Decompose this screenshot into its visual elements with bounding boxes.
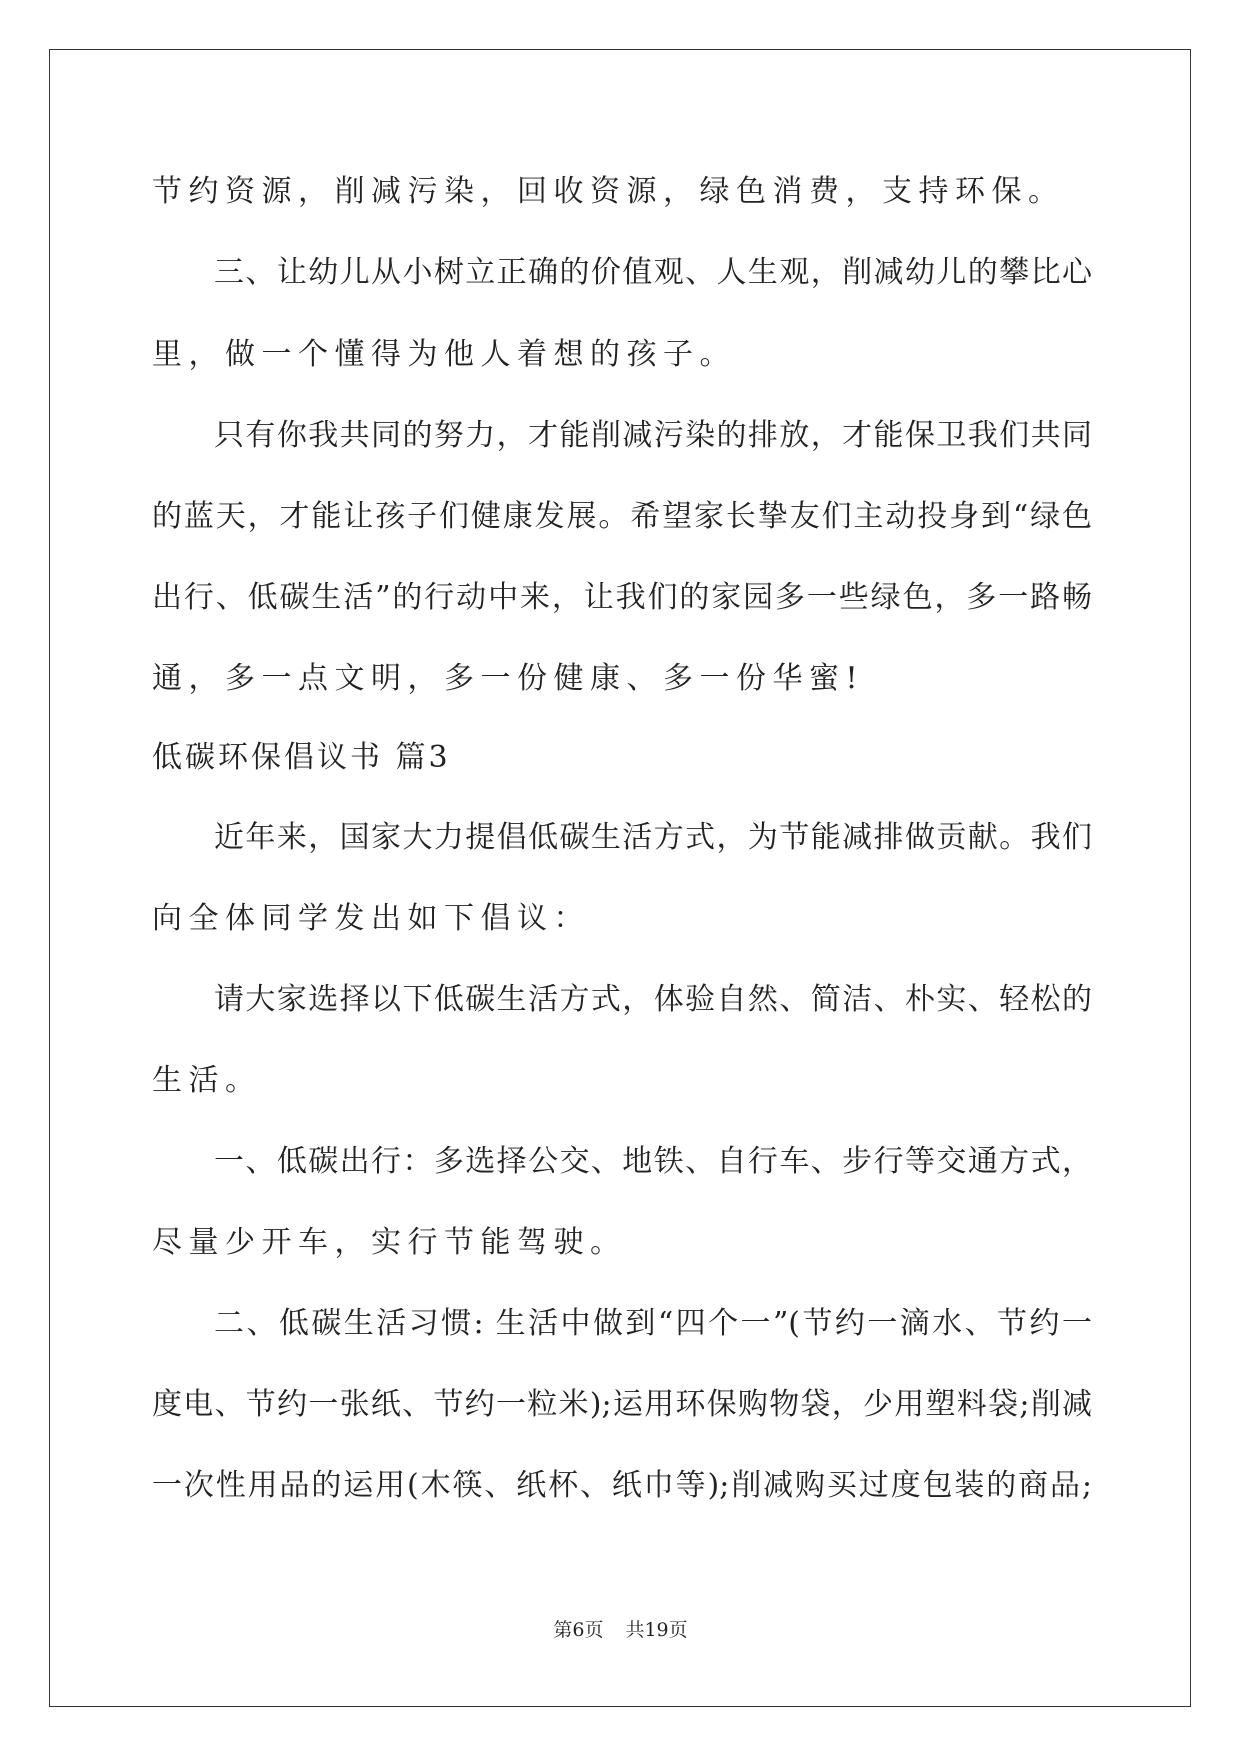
- paragraph-line: 生活。: [152, 1063, 262, 1098]
- paragraph-line: 只有你我共同的努力，才能削减污染的排放，才能保卫我们共同: [214, 418, 1092, 453]
- paragraph-line: 里，做一个懂得为他人着想的孩子。: [152, 337, 736, 372]
- paragraph-line: 二、低碳生活习惯: 生活中做到“四个一”(节约一滴水、节约一: [214, 1306, 1092, 1341]
- paragraph-line: 请大家选择以下低碳生活方式，体验自然、简洁、朴实、轻松的: [214, 982, 1092, 1017]
- paragraph-line: 度电、节约一张纸、节约一粒米);运用环保购物袋，少用塑料袋;削减: [152, 1387, 1092, 1422]
- page-border: [49, 49, 1191, 1707]
- paragraph-line: 尽量少开车，实行节能驾驶。: [152, 1225, 627, 1260]
- paragraph-line: 通，多一点文明，多一份健康、多一份华蜜!: [152, 661, 865, 696]
- paragraph-line: 一、低碳出行：多选择公交、地铁、自行车、步行等交通方式，: [214, 1144, 1092, 1179]
- paragraph-line: 一次性用品的运用(木筷、纸杯、纸巾等);削减购买过度包装的商品;: [152, 1468, 1092, 1503]
- paragraph-line: 出行、低碳生活”的行动中来，让我们的家园多一些绿色，多一路畅: [152, 580, 1092, 615]
- section-heading: 低碳环保倡议书 篇3: [152, 740, 451, 775]
- paragraph-line: 向全体同学发出如下倡议：: [152, 901, 590, 936]
- paragraph-line: 节约资源，削减污染，回收资源，绿色消费，支持环保。: [152, 174, 1065, 209]
- page-total: 共19页: [625, 1619, 688, 1641]
- paragraph-line: 三、让幼儿从小树立正确的价值观、人生观，削减幼儿的攀比心: [214, 255, 1092, 290]
- paragraph-line: 的蓝天，才能让孩子们健康发展。希望家长挚友们主动投身到“绿色: [152, 499, 1092, 534]
- paragraph-line: 近年来，国家大力提倡低碳生活方式，为节能减排做贡献。我们: [214, 820, 1092, 855]
- page-footer: [0, 1618, 1241, 1642]
- page-number: 第6页: [553, 1619, 604, 1641]
